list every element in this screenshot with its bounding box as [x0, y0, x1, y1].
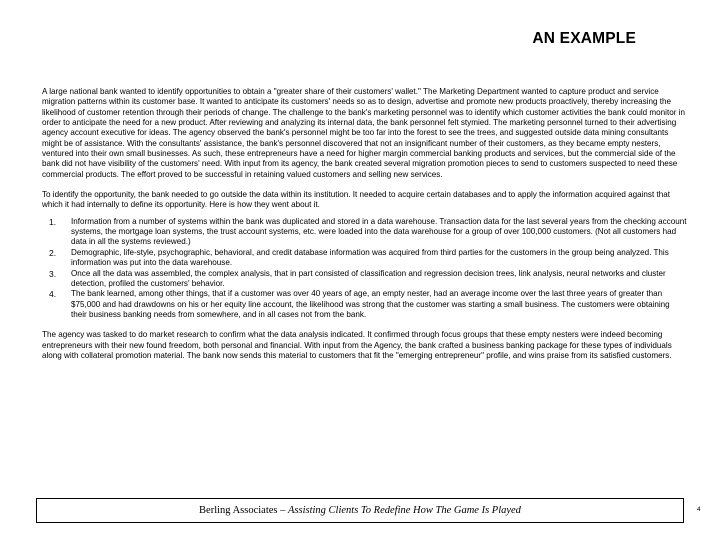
step-text: Once all the data was assembled, the complex analysis, that in part consisted of classification and regression decision trees, link analysis, neural networks and cluster detection, profiled the customers' behavior. — [71, 268, 666, 288]
step-number: 4. — [49, 289, 57, 300]
list-item — [42, 217, 687, 248]
step-text: Information from a number of systems within the bank was duplicated and stored in a data warehouse. Transaction data for the last several years from the checking account systems, the mortgage loan systems, the trust account systems, etc. were loaded into the data warehouse for a group of over 100,000 customers. (Not all customers had data in all the systems reviewed.) — [71, 216, 687, 247]
step-text: Demographic, life-style, psychographic, behavioral, and credit database information was acquired from third parties for the customers in the group being analyzed. This information was put into the data warehouse. — [71, 247, 669, 268]
list-item — [42, 289, 687, 320]
document-body — [42, 87, 687, 361]
footer — [36, 498, 684, 523]
approach-paragraph: To identify the opportunity, the bank needed to go outside the data within its institution. It needed to acquire certain databases and to apply the information acquired against that which it had internally to define its opportunity. Here is how they went about it. — [42, 190, 670, 210]
step-number: 3. — [49, 268, 57, 279]
list-item — [42, 269, 687, 290]
intro-paragraph: A large national bank wanted to identify opportunities to obtain a "greater share of their customers' wallet." The Marketing Department wanted to capture product and service migration patterns within its customer base. It wanted to anticipate its customers' needs so as to design, advertise and promote new products proactively, thereby increasing the likelihood of customer retention through their periods of change. The challenge to the bank's marketing personnel was to identify which customer activities the bank could monitor in order to anticipate the need for a new product. After reviewing and analyzing its internal data, the bank personnel felt stymied. The marketing personnel turned to their advertising agency account executive for ideas. The agency observed the bank's personnel might be too far into the forest to see the trees, and suggested outside data mining consultants might be of assistance. With the consultants' assistance, the bank's personnel discovered that not an insignificant number of their customers, as they became empty nesters, ventured into their own small businesses. As such, these entrepreneurs have a need for higher margin commercial banking products and services, but the commercial side of the bank did not have visibility of the customers' need. With input from its agency, the bank created several migration promotion pieces to send to customers suspected to need these commercial products. The effort proved to be successful in retaining valued customers and selling new services. — [42, 87, 685, 179]
list-item — [42, 248, 687, 269]
footer-tagline: Assisting Clients To Redefine How The Game Is Played — [288, 505, 521, 516]
step-number: 2. — [49, 247, 57, 258]
page-number: 4 — [697, 506, 701, 513]
step-number: 1. — [49, 216, 57, 227]
page-title: AN EXAMPLE — [532, 30, 636, 47]
steps-list — [42, 217, 687, 320]
step-text: The bank learned, among other things, that if a customer was over 40 years of age, an empty nester, had an average income over the last three years of greater than $75,000 and had drawdowns on his or her equity line account, the likelihood was strong that the customer was starting a small business. The customers were obtaining their business banking needs from somewhere, and in all cases not from the bank. — [71, 289, 670, 319]
outcome-paragraph: The agency was tasked to do market research to confirm what the data analysis indicated. It confirmed through focus groups that these empty nesters were indeed becoming entrepreneurs with their new found freedom, both personal and financial. With input from the Agency, the bank crafted a business banking package for these types of individuals along with collateral promotion material. The bank now sends this material to customers that fit the "emerging entrepreneur" profile, and wins praise from its satisfied customers. — [42, 330, 672, 360]
footer-company: Berling Associates – — [199, 505, 288, 516]
